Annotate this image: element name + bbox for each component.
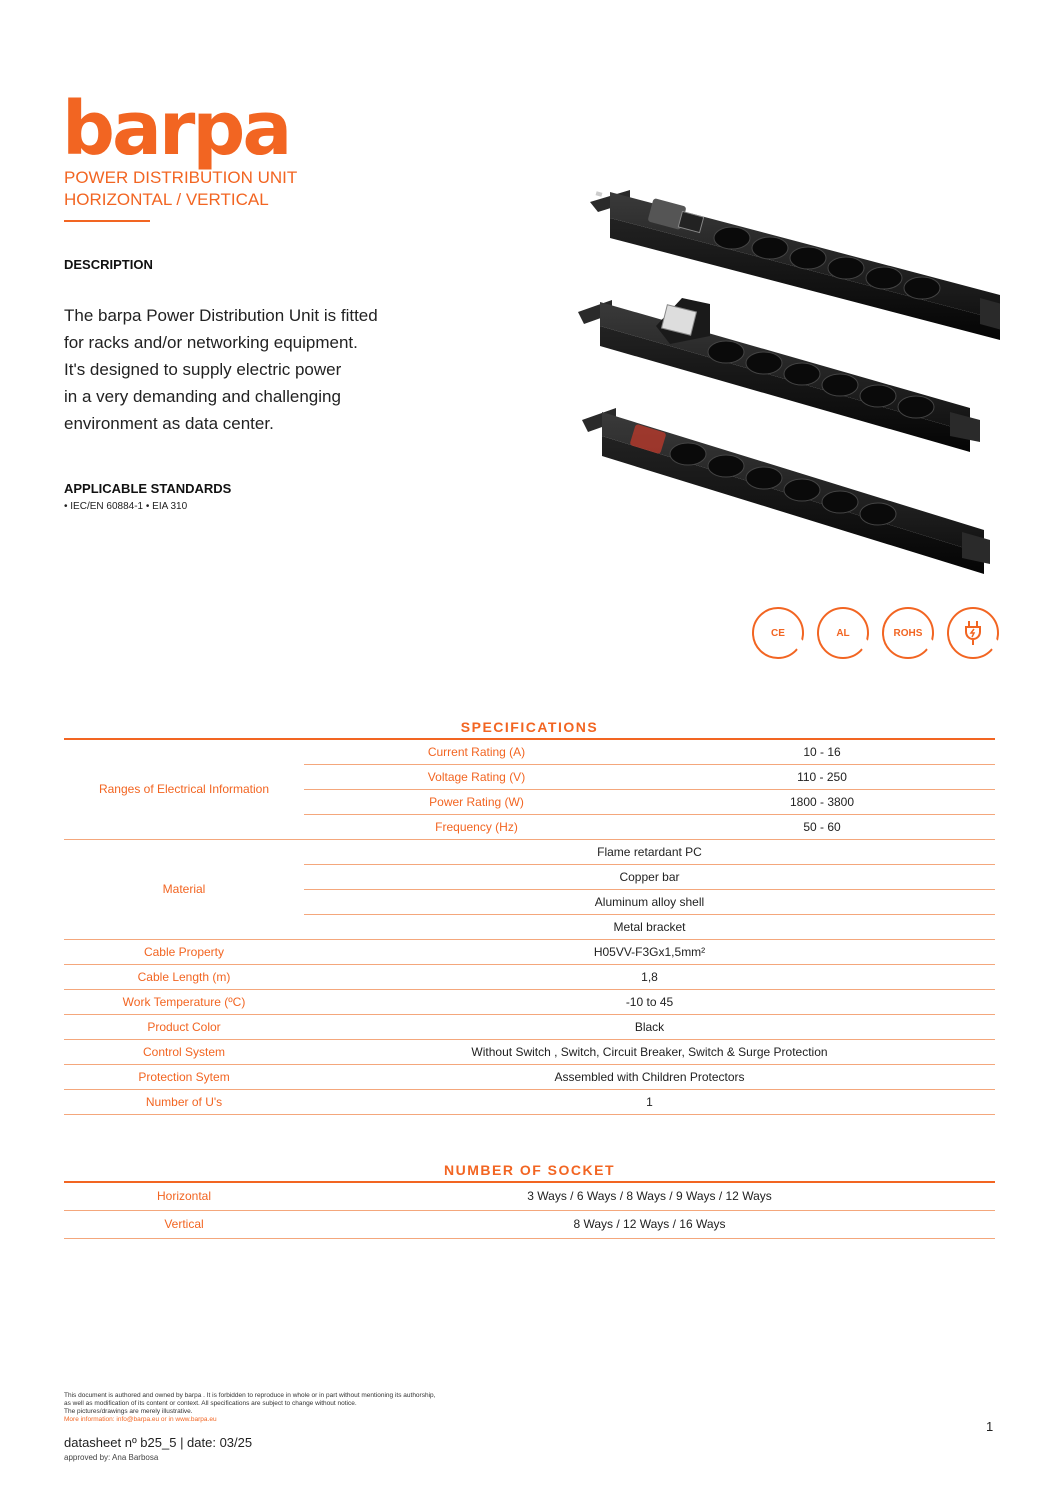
description-line: environment as data center.: [64, 414, 274, 433]
datasheet-number: datasheet nº b25_5 | date: 03/25: [64, 1435, 253, 1450]
standards-list: • IEC/EN 60884-1 • EIA 310: [64, 501, 188, 512]
plug-icon: [947, 607, 999, 659]
rohs-badge: ROHS: [882, 607, 934, 659]
table-row: [64, 739, 995, 764]
description-line: It's designed to supply electric power: [64, 360, 342, 379]
legal-notice: [64, 1392, 544, 1424]
page-number: 1: [986, 1419, 994, 1434]
socket-orientation: Vertical: [64, 1210, 304, 1238]
description-line: The barpa Power Distribution Unit is fitted: [64, 306, 378, 325]
spec-name: Frequency (Hz): [304, 814, 649, 839]
spec-name: Control System: [64, 1039, 304, 1064]
logo-wordmark: barpa: [62, 86, 290, 172]
spec-name: Product Color: [64, 1014, 304, 1039]
al-badge: AL: [817, 607, 869, 659]
material-value: Metal bracket: [304, 914, 995, 939]
spec-value: -10 to 45: [304, 989, 995, 1014]
spec-name: Work Temperature (ºC): [64, 989, 304, 1014]
table-row: [64, 964, 995, 989]
table-row: [64, 1014, 995, 1039]
description-text: [64, 302, 464, 437]
spec-value: 110 - 250: [649, 764, 995, 789]
plug-icon-graphic: [961, 619, 985, 647]
legal-line: as well as modification of its content or context. All specifications are subject to change without notice.: [64, 1400, 357, 1407]
table-row: [64, 1064, 995, 1089]
spec-name: Power Rating (W): [304, 789, 649, 814]
certification-badges: [752, 607, 999, 659]
spec-value: Assembled with Children Protectors: [304, 1064, 995, 1089]
material-label: Material: [64, 839, 304, 939]
title-divider: [64, 220, 150, 222]
ce-badge: CE: [752, 607, 804, 659]
table-row: [64, 1210, 995, 1238]
table-row: [64, 839, 995, 864]
spec-name: Cable Length (m): [64, 964, 304, 989]
spec-name: Voltage Rating (V): [304, 764, 649, 789]
title-line-1: POWER DISTRIBUTION UNIT: [64, 168, 298, 187]
socket-orientation: Horizontal: [64, 1182, 304, 1210]
spec-name: Cable Property: [64, 939, 304, 964]
approved-by: approved by: Ana Barbosa: [64, 1453, 159, 1462]
spec-name: Protection Sytem: [64, 1064, 304, 1089]
material-value: Flame retardant PC: [304, 839, 995, 864]
spec-value: 50 - 60: [649, 814, 995, 839]
table-row: [64, 939, 995, 964]
description-heading: DESCRIPTION: [64, 257, 153, 272]
spec-name: Number of U's: [64, 1089, 304, 1114]
specifications-table: [64, 738, 995, 1115]
spec-value: Black: [304, 1014, 995, 1039]
spec-value: H05VV-F3Gx1,5mm²: [304, 939, 995, 964]
sockets-table: [64, 1181, 995, 1239]
contact-info: More information: info@barpa.eu or in www.barpa.eu: [64, 1416, 217, 1423]
table-row: [64, 1089, 995, 1114]
table-row: [64, 1182, 995, 1210]
electrical-label: Ranges of Electrical Information: [64, 739, 304, 839]
product-photo: [570, 180, 1000, 580]
legal-line: The pictures/drawings are merely illustrative.: [64, 1408, 193, 1415]
spec-value: 1,8: [304, 964, 995, 989]
spec-value: Without Switch , Switch, Circuit Breaker, Switch & Surge Protection: [304, 1039, 995, 1064]
spec-value: 10 - 16: [649, 739, 995, 764]
material-value: Copper bar: [304, 864, 995, 889]
description-line: in a very demanding and challenging: [64, 387, 341, 406]
table-row: [64, 989, 995, 1014]
material-value: Aluminum alloy shell: [304, 889, 995, 914]
title-line-2: HORIZONTAL / VERTICAL: [64, 190, 269, 209]
spec-value: 1800 - 3800: [649, 789, 995, 814]
standards-heading: APPLICABLE STANDARDS: [64, 481, 232, 496]
table-row: [64, 1039, 995, 1064]
description-line: for racks and/or networking equipment.: [64, 333, 358, 352]
socket-ways: 3 Ways / 6 Ways / 8 Ways / 9 Ways / 12 Ways: [304, 1182, 995, 1210]
legal-line: This document is authored and owned by barpa . It is forbidden to reproduce in whole or in part without mentioning its authorship,: [64, 1392, 436, 1399]
socket-ways: 8 Ways / 12 Ways / 16 Ways: [304, 1210, 995, 1238]
document-title: [64, 167, 297, 211]
sockets-title: NUMBER OF SOCKET: [444, 1162, 615, 1178]
spec-name: Current Rating (A): [304, 739, 649, 764]
specifications-title: SPECIFICATIONS: [460, 719, 599, 735]
brand-logo: [62, 86, 292, 172]
spec-value: 1: [304, 1089, 995, 1114]
